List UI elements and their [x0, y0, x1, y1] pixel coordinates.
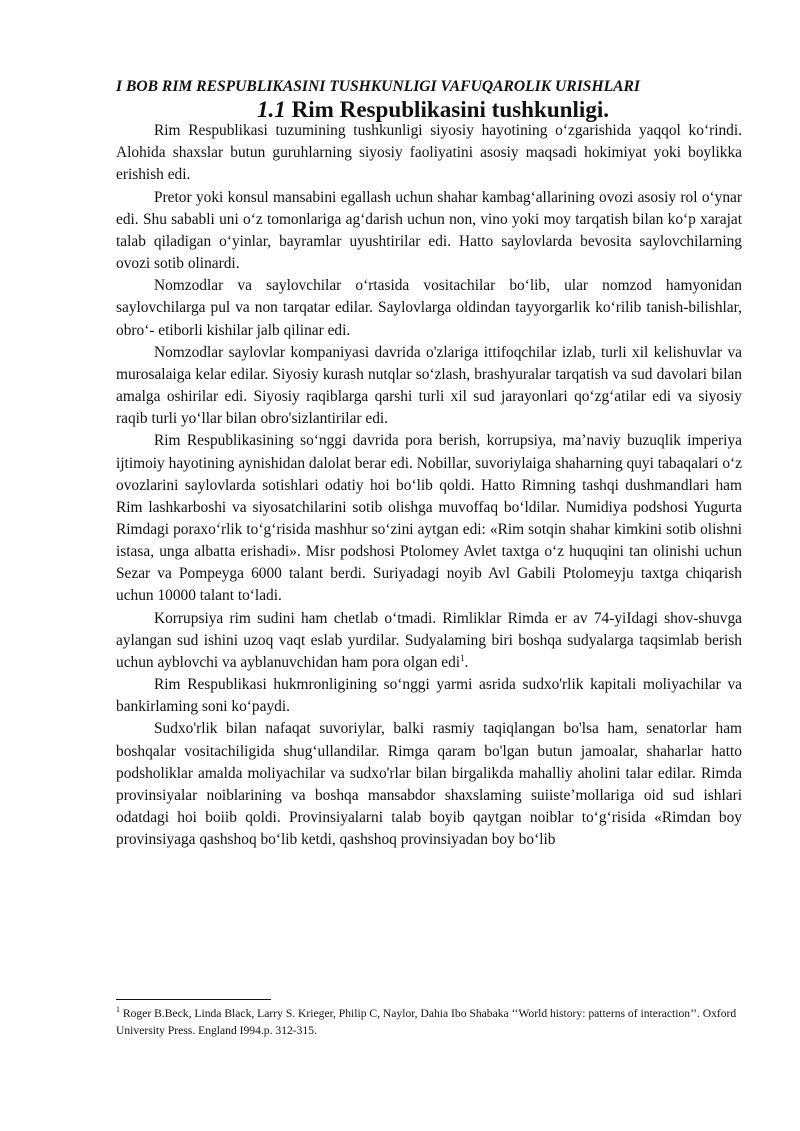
footnote-reference[interactable]: 1: [460, 652, 465, 663]
section-heading: [116, 98, 742, 120]
footnote: [116, 1005, 744, 1039]
paragraph: Pretor yoki konsul mansabini egallash uchun shahar kambag‘allarining ovozi asosiy rol o‘ynar edi. Shu sababli uni o‘z tomonlariga ag‘darish uchun non, vino yoki moy tarqatish bilan ko‘p xarajat talab qiladigan o‘yinlar, bayramlar uyushtirilar edi. Hatto saylovlarda bevosita saylovchilarning ovozi sotib olinardi.: [116, 188, 742, 273]
footnote-marker: 1: [116, 1005, 120, 1015]
paragraph-with-footnote-ref: Korrupsiya rim sudini ham chetlab o‘tmadi. Rimliklar Rimda er av 74-yiIdagi shov-shuvga aylangan sud ishini uzoq vaqt eslab yurdilar. Sudyalaming biri boshqa sudyalarga taqsimlab berish uchun ayblovchi va ayblanuvchidan ham pora olgan edi$^1$.: [116, 609, 742, 671]
paragraph: Nomzodlar va saylovchilar o‘rtasida vositachilar bo‘lib, ular nomzod hamyonidan saylovchilarga pul va non tarqatar edilar. Saylovlarga oldindan tayyorgarlik ko‘rilib tanish-bilishlar, obro‘- etiborli kishilar jalb qilinar edi.: [116, 277, 742, 339]
paragraph: Sudxo'rlik bilan nafaqat suvoriylar, balki rasmiy taqiqlangan bo'lsa ham, senatorlar ham boshqalar vositachiligida shug‘ullandilar. Rimga qaram bo'lgan butun jamoalar, shaharlar hatto podsholiklar amalda moliyachilar va sudxo'rlar bilan birgalikda mahalliy aholini talar edilar. Rimda provinsiyalar noiblarining va boshqa mansabdor shaxslaming suiiste’mollariga oid sud ishlari odatdagi hoi boiib qoldi. Provinsiyalarni talab boyib qaytgan noiblar to‘g‘risida «Rimdan boy provinsiyaga qashshoq bo‘lib ketdi, qashshoq provinsiyadan boy bo‘lib: [116, 720, 742, 849]
paragraph: Rim Respublikasining so‘nggi davrida pora berish, korrupsiya, ma’naviy buzuqlik imperiya ijtimoiy hayotining aynishidan dalolat berar edi. Nobillar, suvoriylaiga shaharning quyi tabaqalari o‘z ovozlarini saylovlarda sotishlari odatiy hoi bo‘lib qoldi. Hatto Rimning tashqi dushmandlari ham Rim lashkarboshi va siyosatchilarini sotib olishga muvoffaq bo‘ldilar. Numidiya podshosi Yugurta Rimdagi poraxo‘rlik to‘g‘risida mashhur so‘zini aytgan edi: «Rim sotqin shahar kimkini sotib olishni istasa, unga albatta erishadi». Misr podshosi Ptolomey Avlet taxtga o‘z huquqini tan olinishi uchun Sezar va Pompeyga 6000 talant berdi. Suriyadagi noyib Avl Gabili Ptolomeyju taxtga chiqarish uchun 10000 talant to‘ladi.: [116, 432, 742, 605]
paragraph: Rim Respublikasi hukmronligining so‘nggi yarmi asrida sudxo'rlik kapitali moliyachilar va bankirlaming soni ko‘paydi.: [116, 676, 742, 716]
section-number: 1.1: [256, 96, 286, 122]
page-body: [116, 76, 742, 851]
section-title: Rim Respublikasini tushkunligi.: [291, 96, 610, 122]
footnote-text: Roger B.Beck, Linda Black, Larry S. Krieger, Philip C, Naylor, Dahia Ibo Shabaka ‘‘World history: patterns of interaction’’. Oxford University Press. England I994.p. 312-315.: [116, 1007, 737, 1037]
paragraph: Nomzodlar saylovlar kompaniyasi davrida o'zlariga ittifoqchilar izlab, turli xil kelishuvlar va murosalaiga kelar edilar. Siyosiy kurash nutqlar so‘zlash, brashyuralar tarqatish va sud davolari bilan amalga oshirilar edi. Siyosiy raqiblarga qarshi turli xil sud jarayonlari qo‘zg‘atilar edi va siyosiy raqib turli yo‘llar bilan obro'sizlantirilar edi.: [116, 343, 742, 428]
paragraph-text: Korrupsiya rim sudini ham chetlab o‘tmadi. Rimliklar Rimda er av 74-yiIdagi shov-shuvga aylangan sud ishini uzoq vaqt eslab yurdilar. Sudyalaming biri boshqa sudyalarga taqsimlab berish uchun ayblovchi va ayblanuvchidan ham pora olgan edi: [116, 609, 742, 671]
footnote-divider: [116, 999, 271, 1000]
paragraph: Rim Respublikasi tuzumining tushkunligi siyosiy hayotining o‘zgarishida yaqqol ko‘rindi. Alohida shaxslar butun guruhlarning siyosiy faoliyatini asosiy maqsadi hokimiyat yoki boylikka erishish edi.: [116, 122, 742, 184]
chapter-title: I BOB RIM RESPUBLIKASINI TUSHKUNLIGI VAFUQAROLIK URISHLARI: [116, 78, 640, 95]
